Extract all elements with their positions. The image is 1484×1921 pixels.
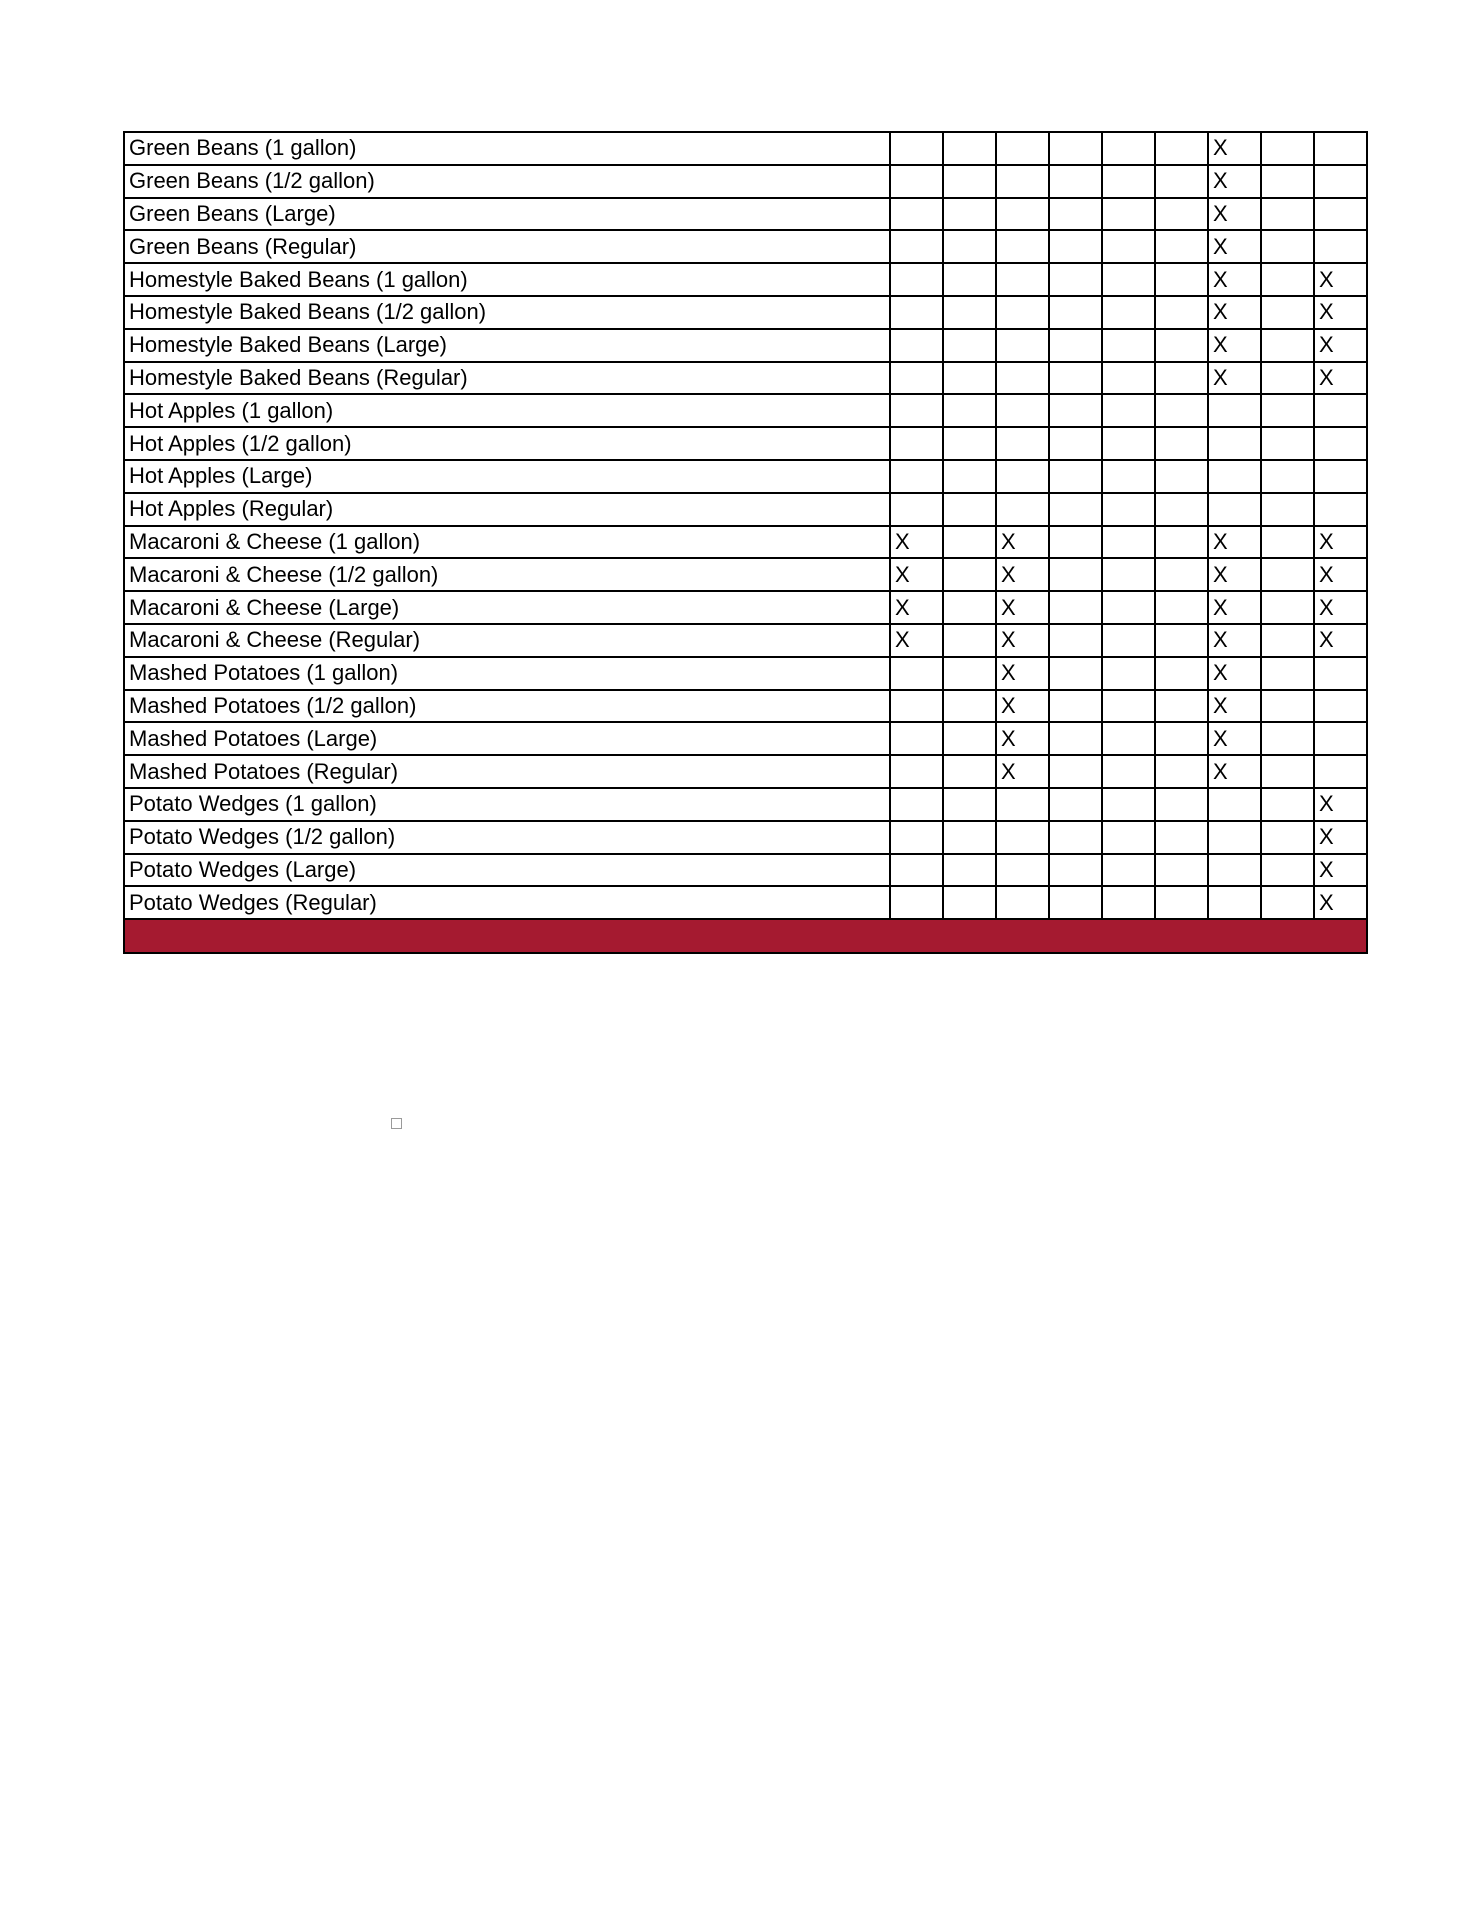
mark-cell <box>996 132 1049 165</box>
item-name-cell: Hot Apples (Large) <box>124 460 890 493</box>
mark-cell <box>996 296 1049 329</box>
mark-cell <box>943 591 996 624</box>
mark-cell <box>1155 460 1208 493</box>
mark-cell <box>1102 755 1155 788</box>
mark-cell <box>890 132 943 165</box>
mark-cell <box>996 198 1049 231</box>
mark-cell <box>1261 591 1314 624</box>
mark-cell: X <box>1314 263 1367 296</box>
mark-cell <box>890 755 943 788</box>
mark-cell <box>1261 657 1314 690</box>
mark-cell: X <box>1208 230 1261 263</box>
table-row <box>124 296 1367 329</box>
mark-cell <box>1102 296 1155 329</box>
table-row <box>124 132 1367 165</box>
mark-cell <box>1049 263 1102 296</box>
table-row <box>124 755 1367 788</box>
mark-cell: X <box>1314 362 1367 395</box>
mark-cell: X <box>1208 755 1261 788</box>
mark-cell <box>943 198 996 231</box>
mark-cell <box>1155 394 1208 427</box>
mark-cell <box>890 722 943 755</box>
item-name-cell: Hot Apples (1 gallon) <box>124 394 890 427</box>
mark-cell: X <box>996 526 1049 559</box>
mark-cell <box>1155 132 1208 165</box>
item-name-cell: Mashed Potatoes (Regular) <box>124 755 890 788</box>
mark-cell <box>996 329 1049 362</box>
mark-cell: X <box>996 690 1049 723</box>
mark-cell <box>1261 526 1314 559</box>
mark-cell <box>890 329 943 362</box>
item-name-cell: Green Beans (Regular) <box>124 230 890 263</box>
mark-cell <box>996 165 1049 198</box>
mark-cell: X <box>1314 558 1367 591</box>
footer-band-cell <box>124 919 1367 953</box>
mark-cell <box>890 394 943 427</box>
mark-cell <box>1261 854 1314 887</box>
mark-cell: X <box>890 558 943 591</box>
mark-cell <box>1049 624 1102 657</box>
mark-cell <box>890 821 943 854</box>
mark-cell <box>890 427 943 460</box>
mark-cell: X <box>996 722 1049 755</box>
mark-cell <box>1049 493 1102 526</box>
table-row <box>124 886 1367 919</box>
mark-cell <box>1049 394 1102 427</box>
mark-cell: X <box>1208 263 1261 296</box>
mark-cell <box>1314 657 1367 690</box>
mark-cell <box>1049 854 1102 887</box>
mark-cell <box>1208 886 1261 919</box>
mark-cell <box>1049 690 1102 723</box>
mark-cell <box>1208 394 1261 427</box>
table-row <box>124 230 1367 263</box>
mark-cell <box>943 460 996 493</box>
mark-cell <box>1208 821 1261 854</box>
mark-cell <box>1208 788 1261 821</box>
mark-cell <box>1049 526 1102 559</box>
mark-cell <box>1155 788 1208 821</box>
mark-cell <box>1261 722 1314 755</box>
item-name-cell: Potato Wedges (Large) <box>124 854 890 887</box>
mark-cell <box>1261 558 1314 591</box>
mark-cell <box>1314 230 1367 263</box>
mark-cell <box>943 755 996 788</box>
mark-cell <box>1208 427 1261 460</box>
mark-cell <box>1102 427 1155 460</box>
mark-cell <box>1155 526 1208 559</box>
mark-cell <box>1049 362 1102 395</box>
item-name-cell: Hot Apples (1/2 gallon) <box>124 427 890 460</box>
mark-cell <box>996 427 1049 460</box>
mark-cell: X <box>1314 624 1367 657</box>
mark-cell: X <box>1208 198 1261 231</box>
mark-cell <box>1261 886 1314 919</box>
mark-cell <box>1155 755 1208 788</box>
mark-cell <box>1314 165 1367 198</box>
mark-cell <box>1102 821 1155 854</box>
mark-cell <box>1261 788 1314 821</box>
mark-cell <box>1261 198 1314 231</box>
item-name-cell: Potato Wedges (1 gallon) <box>124 788 890 821</box>
mark-cell <box>1049 821 1102 854</box>
mark-cell <box>1049 886 1102 919</box>
mark-cell <box>996 394 1049 427</box>
mark-cell <box>943 788 996 821</box>
mark-cell: X <box>1208 296 1261 329</box>
mark-cell <box>1155 427 1208 460</box>
item-name-cell: Macaroni & Cheese (1/2 gallon) <box>124 558 890 591</box>
mark-cell <box>1155 591 1208 624</box>
mark-cell <box>1049 329 1102 362</box>
mark-cell: X <box>1208 657 1261 690</box>
mark-cell <box>1155 165 1208 198</box>
item-name-cell: Macaroni & Cheese (Regular) <box>124 624 890 657</box>
mark-cell <box>1102 362 1155 395</box>
mark-cell <box>1208 493 1261 526</box>
mark-cell <box>996 854 1049 887</box>
mark-cell <box>943 165 996 198</box>
table-row <box>124 788 1367 821</box>
mark-cell <box>1314 460 1367 493</box>
mark-cell <box>1102 624 1155 657</box>
table-row <box>124 591 1367 624</box>
table-row <box>124 558 1367 591</box>
mark-cell <box>1102 198 1155 231</box>
table-row <box>124 165 1367 198</box>
mark-cell <box>1102 132 1155 165</box>
mark-cell <box>1155 854 1208 887</box>
table-row <box>124 329 1367 362</box>
mark-cell <box>1049 591 1102 624</box>
mark-cell: X <box>1208 722 1261 755</box>
mark-cell <box>1261 427 1314 460</box>
table-row <box>124 690 1367 723</box>
mark-cell <box>1155 722 1208 755</box>
mark-cell <box>1102 788 1155 821</box>
table-row <box>124 427 1367 460</box>
mark-cell <box>1261 263 1314 296</box>
mark-cell <box>1102 690 1155 723</box>
mark-cell <box>1155 690 1208 723</box>
table-row <box>124 263 1367 296</box>
mark-cell <box>943 427 996 460</box>
mark-cell <box>890 886 943 919</box>
mark-cell <box>1049 558 1102 591</box>
mark-cell <box>1049 427 1102 460</box>
item-name-cell: Green Beans (1 gallon) <box>124 132 890 165</box>
mark-cell: X <box>890 624 943 657</box>
mark-cell <box>996 821 1049 854</box>
mark-cell <box>1102 591 1155 624</box>
mark-cell <box>943 657 996 690</box>
mark-cell <box>1261 362 1314 395</box>
item-name-cell: Potato Wedges (Regular) <box>124 886 890 919</box>
mark-cell <box>996 886 1049 919</box>
item-name-cell: Hot Apples (Regular) <box>124 493 890 526</box>
mark-cell: X <box>1314 296 1367 329</box>
mark-cell <box>1102 558 1155 591</box>
mark-cell <box>1155 821 1208 854</box>
mark-cell <box>1208 854 1261 887</box>
item-name-cell: Mashed Potatoes (Large) <box>124 722 890 755</box>
item-name-cell: Homestyle Baked Beans (1 gallon) <box>124 263 890 296</box>
mark-cell <box>943 296 996 329</box>
mark-cell: X <box>1314 526 1367 559</box>
mark-cell <box>1102 165 1155 198</box>
mark-cell <box>943 722 996 755</box>
mark-cell <box>890 296 943 329</box>
mark-cell <box>1102 394 1155 427</box>
item-name-cell: Mashed Potatoes (1 gallon) <box>124 657 890 690</box>
mark-cell <box>1049 296 1102 329</box>
mark-cell <box>1261 230 1314 263</box>
mark-cell <box>1049 755 1102 788</box>
mark-cell <box>1155 263 1208 296</box>
mark-cell <box>1102 230 1155 263</box>
table-row <box>124 362 1367 395</box>
mark-cell <box>1155 198 1208 231</box>
table-row <box>124 526 1367 559</box>
mark-cell <box>1049 657 1102 690</box>
mark-cell <box>1102 722 1155 755</box>
table-footer-band <box>124 919 1367 953</box>
mark-cell: X <box>1208 132 1261 165</box>
mark-cell <box>996 230 1049 263</box>
mark-cell <box>890 165 943 198</box>
mark-cell <box>943 690 996 723</box>
mark-cell <box>890 263 943 296</box>
item-name-cell: Green Beans (1/2 gallon) <box>124 165 890 198</box>
mark-cell <box>1261 329 1314 362</box>
mark-cell <box>1049 788 1102 821</box>
table-row <box>124 821 1367 854</box>
mark-cell: X <box>1314 886 1367 919</box>
mark-cell <box>1261 690 1314 723</box>
mark-cell <box>1261 296 1314 329</box>
mark-cell: X <box>1208 591 1261 624</box>
mark-cell: X <box>1208 526 1261 559</box>
mark-cell <box>890 362 943 395</box>
mark-cell <box>1155 886 1208 919</box>
mark-cell <box>1155 329 1208 362</box>
item-name-cell: Macaroni & Cheese (Large) <box>124 591 890 624</box>
table-row <box>124 198 1367 231</box>
mark-cell: X <box>996 624 1049 657</box>
mark-cell <box>1314 394 1367 427</box>
mark-cell: X <box>1208 362 1261 395</box>
mark-cell <box>943 526 996 559</box>
mark-cell <box>890 230 943 263</box>
table-row <box>124 722 1367 755</box>
mark-cell <box>1261 755 1314 788</box>
item-name-cell: Macaroni & Cheese (1 gallon) <box>124 526 890 559</box>
mark-cell <box>1102 263 1155 296</box>
item-name-cell: Potato Wedges (1/2 gallon) <box>124 821 890 854</box>
mark-cell <box>890 854 943 887</box>
mark-cell <box>1049 722 1102 755</box>
item-name-cell: Mashed Potatoes (1/2 gallon) <box>124 690 890 723</box>
mark-cell <box>890 690 943 723</box>
table-row <box>124 460 1367 493</box>
mark-cell <box>1261 132 1314 165</box>
mark-cell <box>943 263 996 296</box>
mark-cell <box>1102 526 1155 559</box>
mark-cell <box>1049 460 1102 493</box>
mark-cell: X <box>1314 591 1367 624</box>
mark-cell <box>996 362 1049 395</box>
mark-cell <box>1155 230 1208 263</box>
mark-cell: X <box>1314 329 1367 362</box>
mark-cell <box>1208 460 1261 493</box>
mark-cell <box>1049 165 1102 198</box>
table-row <box>124 394 1367 427</box>
mark-cell: X <box>996 755 1049 788</box>
mark-cell <box>1102 854 1155 887</box>
mark-cell <box>1261 624 1314 657</box>
mark-cell: X <box>1314 821 1367 854</box>
mark-cell: X <box>1314 788 1367 821</box>
mark-cell: X <box>1208 558 1261 591</box>
mark-cell <box>1314 132 1367 165</box>
mark-cell <box>943 230 996 263</box>
mark-cell <box>890 788 943 821</box>
mark-cell <box>1155 362 1208 395</box>
mark-cell <box>1155 296 1208 329</box>
mark-cell: X <box>1208 165 1261 198</box>
mark-cell: X <box>1314 854 1367 887</box>
table-row <box>124 493 1367 526</box>
mark-cell <box>996 263 1049 296</box>
mark-cell <box>1314 690 1367 723</box>
mark-cell <box>1261 493 1314 526</box>
mark-cell <box>1049 198 1102 231</box>
matrix-body <box>124 132 1367 953</box>
menu-item-matrix-table <box>123 131 1368 954</box>
mark-cell <box>1102 329 1155 362</box>
mark-cell: X <box>1208 624 1261 657</box>
mark-cell <box>943 886 996 919</box>
mark-cell: X <box>996 657 1049 690</box>
mark-cell <box>943 493 996 526</box>
mark-cell <box>1261 394 1314 427</box>
mark-cell <box>890 493 943 526</box>
table-row <box>124 854 1367 887</box>
mark-cell <box>943 132 996 165</box>
mark-cell: X <box>1208 329 1261 362</box>
mark-cell <box>996 788 1049 821</box>
mark-cell: X <box>890 591 943 624</box>
mark-cell <box>1261 165 1314 198</box>
mark-cell <box>1102 493 1155 526</box>
mark-cell <box>1102 460 1155 493</box>
item-name-cell: Homestyle Baked Beans (1/2 gallon) <box>124 296 890 329</box>
mark-cell <box>1102 657 1155 690</box>
item-name-cell: Green Beans (Large) <box>124 198 890 231</box>
mark-cell <box>1049 132 1102 165</box>
mark-cell <box>1049 230 1102 263</box>
mark-cell <box>890 657 943 690</box>
mark-cell: X <box>1208 690 1261 723</box>
mark-cell <box>943 558 996 591</box>
mark-cell <box>1261 460 1314 493</box>
mark-cell <box>1102 886 1155 919</box>
mark-cell <box>943 854 996 887</box>
mark-cell <box>1314 755 1367 788</box>
mark-cell <box>1155 657 1208 690</box>
mark-cell <box>943 821 996 854</box>
mark-cell <box>943 624 996 657</box>
mark-cell <box>943 362 996 395</box>
table-row <box>124 657 1367 690</box>
mark-cell <box>996 460 1049 493</box>
mark-cell <box>1155 624 1208 657</box>
mark-cell <box>1314 722 1367 755</box>
mark-cell <box>890 198 943 231</box>
mark-cell <box>996 493 1049 526</box>
mark-cell <box>1314 493 1367 526</box>
item-name-cell: Homestyle Baked Beans (Regular) <box>124 362 890 395</box>
mark-cell <box>1314 427 1367 460</box>
mark-cell <box>1155 558 1208 591</box>
mark-cell <box>1155 493 1208 526</box>
mark-cell <box>1314 198 1367 231</box>
mark-cell: X <box>890 526 943 559</box>
mark-cell: X <box>996 591 1049 624</box>
mark-cell <box>943 329 996 362</box>
mark-cell <box>943 394 996 427</box>
mark-cell <box>890 460 943 493</box>
item-name-cell: Homestyle Baked Beans (Large) <box>124 329 890 362</box>
mark-cell: X <box>996 558 1049 591</box>
mark-cell <box>1261 821 1314 854</box>
table-row <box>124 624 1367 657</box>
checkbox-outline-icon <box>391 1118 402 1129</box>
